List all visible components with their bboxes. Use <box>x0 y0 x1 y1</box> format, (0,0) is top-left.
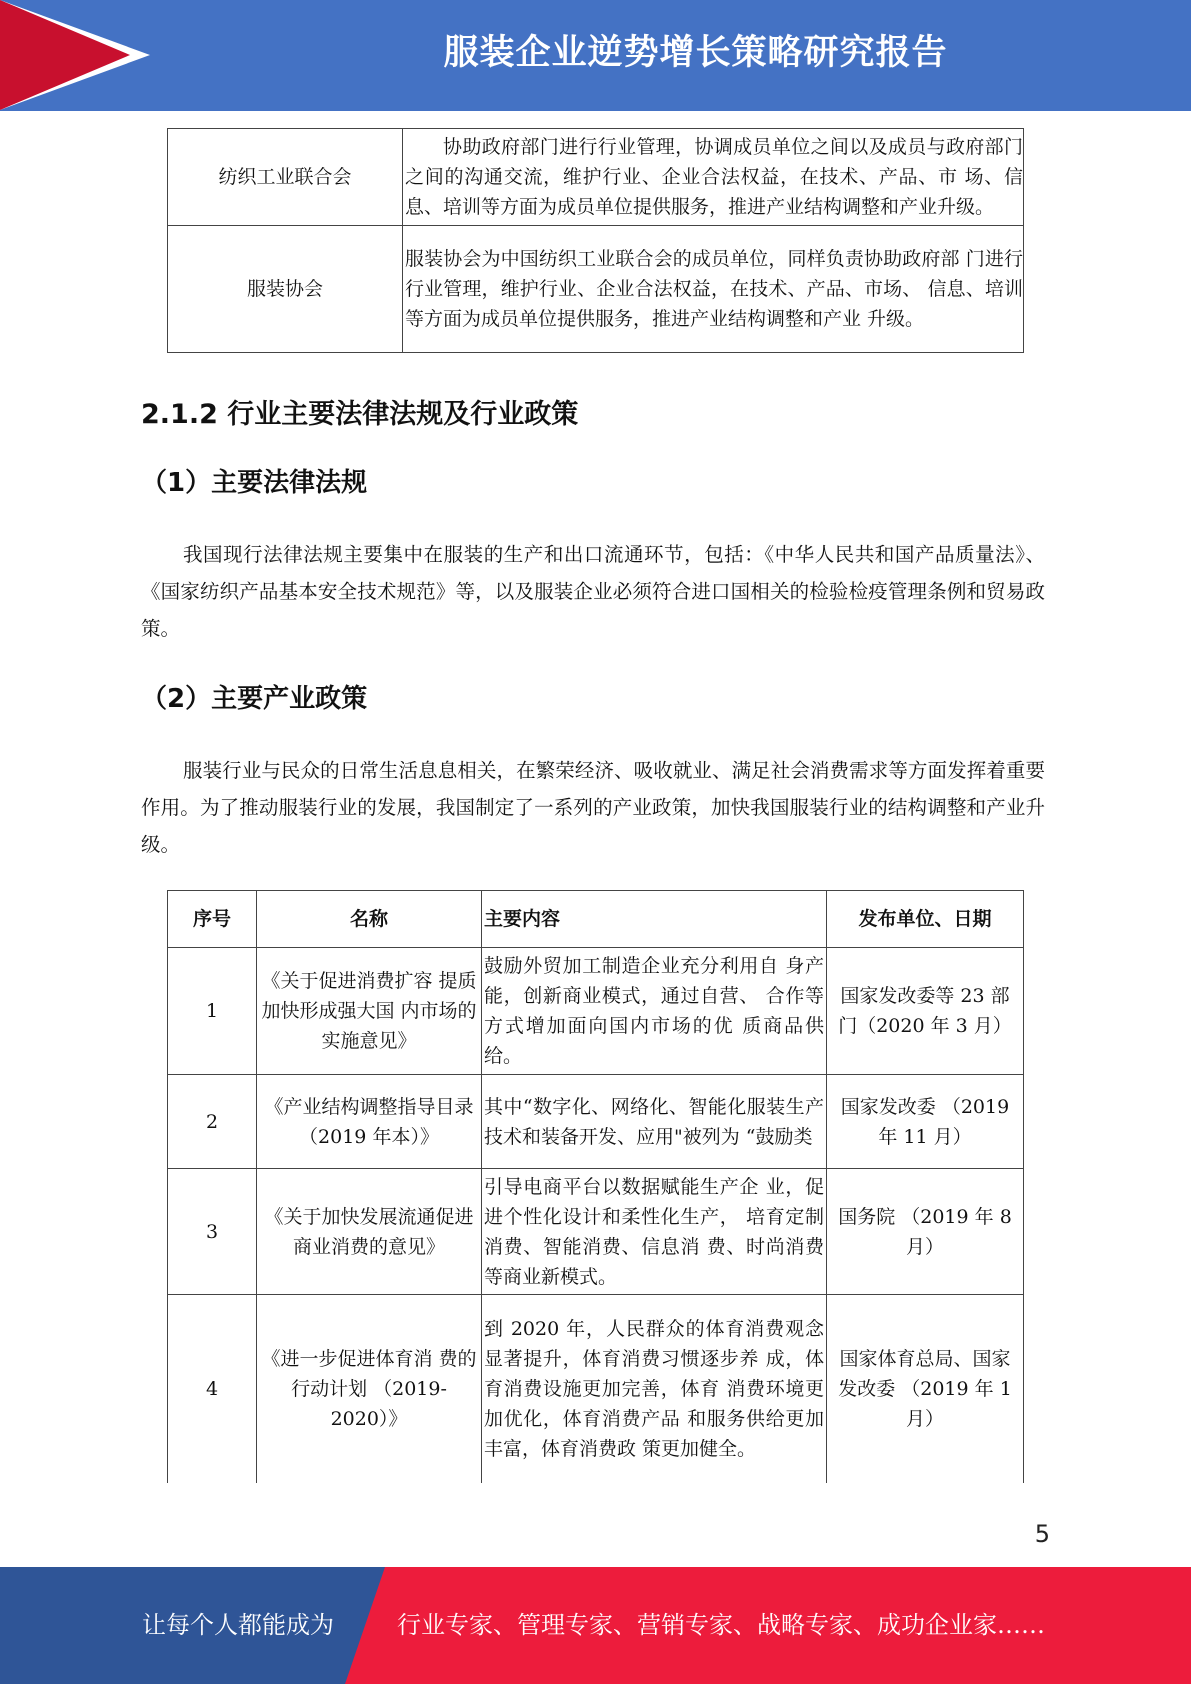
policy-name: 《进一步促进体育消 费的行动计划 （2019-2020）》 <box>257 1295 482 1483</box>
org-desc: 服装协会为中国纺织工业联合会的成员单位，同样负责协助政府部 门进行行业管理，维护行业、企业合法权益，在技术、产品、市场、 信息、培训等方面为成员单位提供服务，推进产业结构调整和产业 升级。 <box>403 226 1024 353</box>
section-heading: 2.1.2 行业主要法律法规及行业政策 <box>141 399 579 430</box>
policy-issuer: 国家体育总局、国家发改委 （2019 年 1 月） <box>827 1295 1024 1483</box>
laws-paragraph: 我国现行法律法规主要集中在服装的生产和出口流通环节，包括：《中华人民共和国产品质量法》、《国家纺织产品基本安全技术规范》等，以及服装企业必须符合进口国相关的检验检疫管理条例和贸易政策。 <box>141 543 1045 640</box>
table-row <box>168 1295 1024 1483</box>
column-header: 序号 <box>168 891 257 948</box>
policy-content: 其中“数字化、网络化、智能化服装生产技术和装备开发、应用"被列为 “鼓励类 <box>482 1075 827 1169</box>
header-arrow <box>0 0 130 110</box>
policy-issuer: 国家发改委 （2019 年 11 月） <box>827 1075 1024 1169</box>
page-header <box>0 0 1191 111</box>
row-number: 1 <box>168 948 257 1075</box>
row-number: 2 <box>168 1075 257 1169</box>
table-row <box>168 226 1024 353</box>
column-header: 名称 <box>257 891 482 948</box>
policy-issuer: 国家发改委等 23 部 门（2020 年 3 月） <box>827 948 1024 1075</box>
subsection-heading-policies: （2）主要产业政策 <box>141 684 368 714</box>
column-header: 发布单位、日期 <box>827 891 1024 948</box>
page-footer <box>0 1567 1191 1684</box>
report-title: 服装企业逆势增长策略研究报告 <box>443 33 948 73</box>
footer-diagonal <box>345 1567 385 1684</box>
page-number: 5 <box>1034 1520 1050 1548</box>
org-table <box>167 128 1024 353</box>
table-row <box>168 129 1024 226</box>
row-number: 3 <box>168 1169 257 1295</box>
table-header-row <box>168 891 1024 948</box>
org-name: 纺织工业联合会 <box>168 129 403 226</box>
policies-paragraph: 服装行业与民众的日常生活息息相关，在繁荣经济、吸收就业、满足社会消费需求等方面发挥着重要作用。为了推动服装行业的发展，我国制定了一系列的产业政策，加快我国服装行业的结构调整和产业升级。 <box>141 759 1045 856</box>
column-header: 主要内容 <box>482 891 827 948</box>
policy-issuer: 国务院 （2019 年 8 月） <box>827 1169 1024 1295</box>
policy-name: 《产业结构调整指导目录（2019 年本）》 <box>257 1075 482 1169</box>
table-row <box>168 1169 1024 1295</box>
footer-slogan-left: 让每个人都能成为 <box>142 1611 334 1639</box>
policy-content: 到 2020 年，人民群众的体育消费观念显著提升，体育消费习惯逐步养 成，体育消费设施更加完善，体育 消费环境更加优化，体育消费产品 和服务供给更加丰富，体育消费政 策更加健全。 <box>482 1295 827 1483</box>
policy-name: 《关于促进消费扩容 提质加快形成强大国 内市场的实施意见》 <box>257 948 482 1075</box>
footer-slogan-right: 行业专家、管理专家、营销专家、战略专家、成功企业家…… <box>397 1611 1045 1639</box>
table-row <box>168 1075 1024 1169</box>
policy-table <box>167 890 1024 1483</box>
policy-content: 鼓励外贸加工制造企业充分利用自 身产能，创新商业模式，通过自营、 合作等方式增加面向国内市场的优 质商品供给。 <box>482 948 827 1075</box>
policy-content: 引导电商平台以数据赋能生产企 业，促进个性化设计和柔性化生产， 培育定制消费、智能消费、信息消 费、时尚消费等商业新模式。 <box>482 1169 827 1295</box>
row-number: 4 <box>168 1295 257 1483</box>
subsection-heading-laws: （1）主要法律法规 <box>141 468 368 498</box>
table-row <box>168 948 1024 1075</box>
policy-name: 《关于加快发展流通促进商业消费的意见》 <box>257 1169 482 1295</box>
org-name: 服装协会 <box>168 226 403 353</box>
org-desc: 协助政府部门进行行业管理，协调成员单位之间以及成员与政府部门之间的沟通交流，维护行业、企业合法权益，在技术、产品、市 场、信息、培训等方面为成员单位提供服务，推进产业结构调整和产业升级。 <box>403 129 1024 226</box>
